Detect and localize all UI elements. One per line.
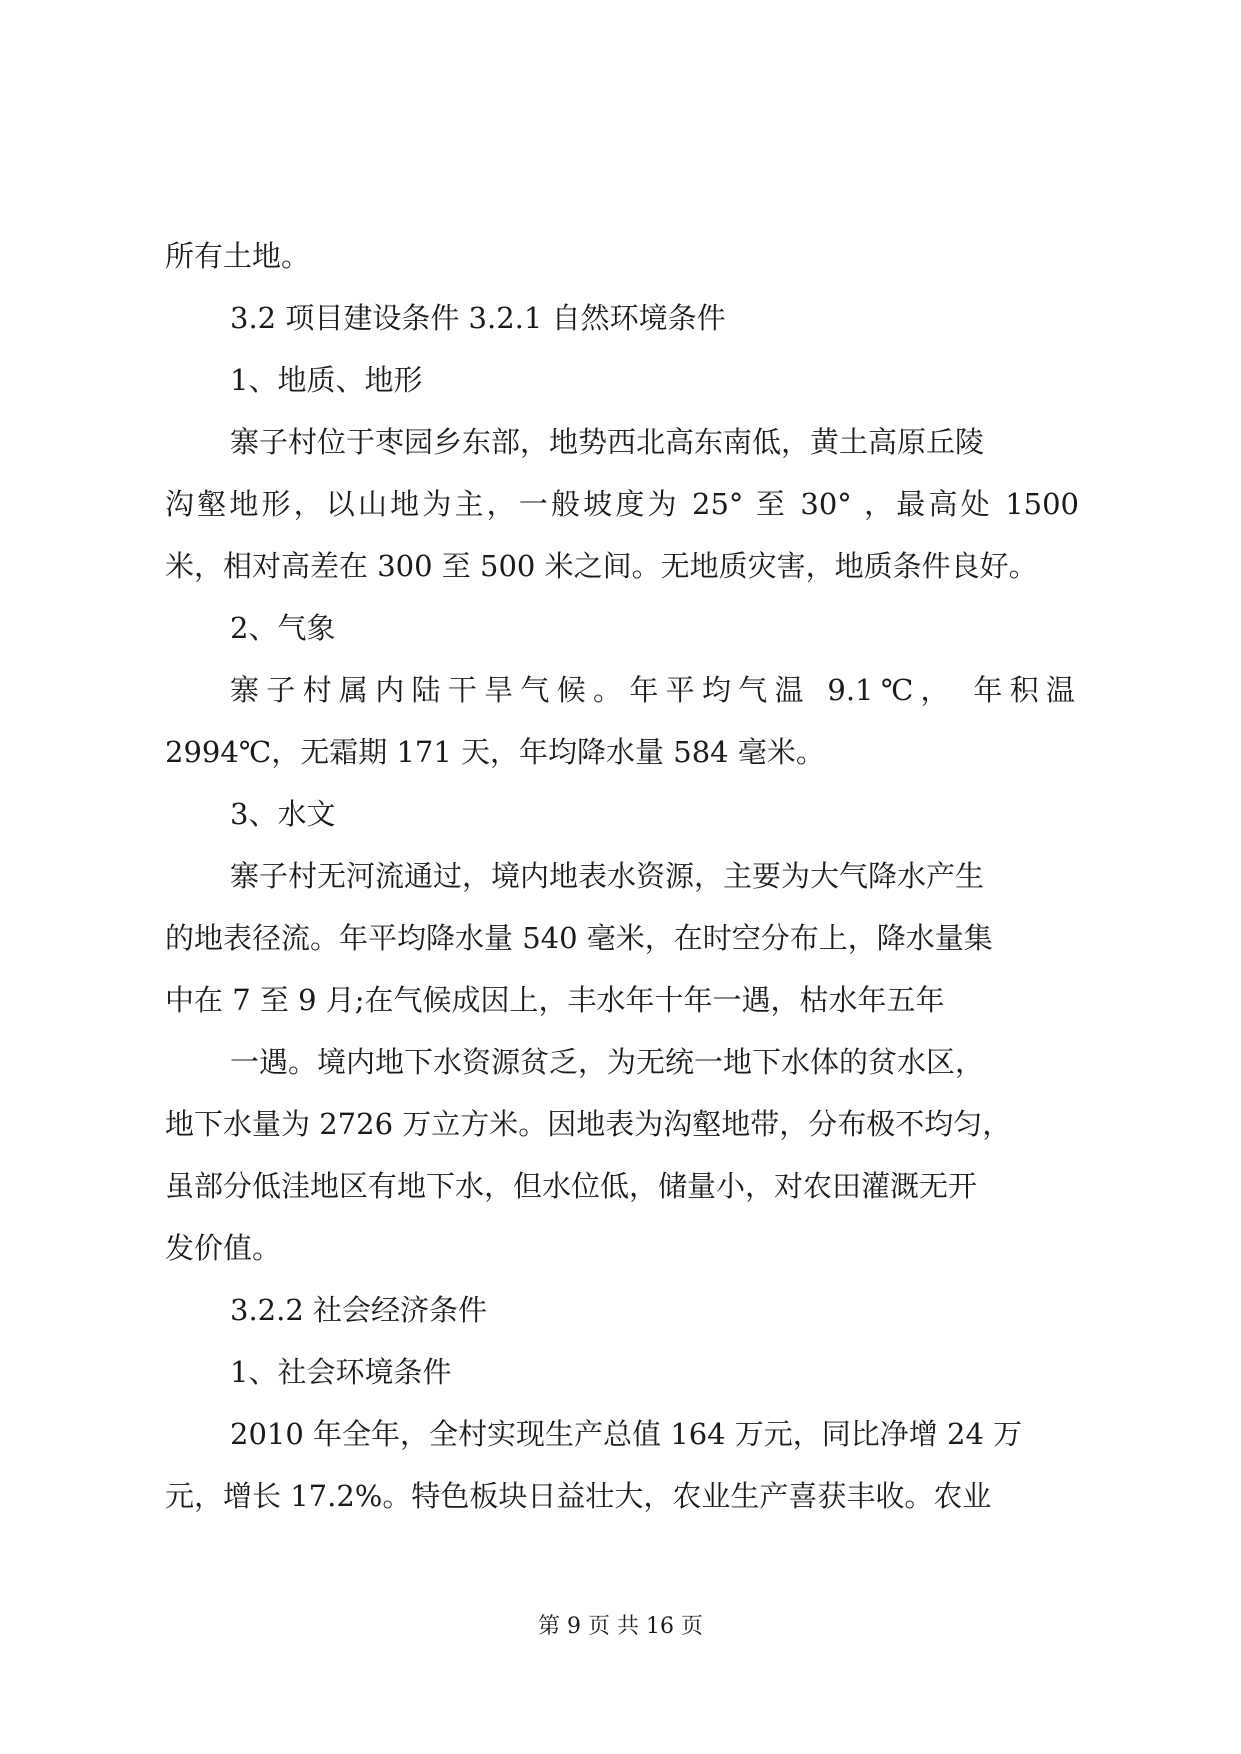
text-line: 寨子村位于枣园乡东部，地势西北高东南低，黄土高原丘陵	[230, 425, 985, 459]
text-line: 米，相对高差在 300 至 500 米之间。无地质灾害，地质条件良好。	[165, 549, 1038, 583]
text-line: 中在 7 至 9 月;在气候成因上，丰水年十年一遇，枯水年五年	[165, 983, 945, 1017]
subsection-heading: 3、水文	[230, 797, 336, 831]
subsection-heading: 1、社会环境条件	[230, 1355, 452, 1389]
text-line: 的地表径流。年平均降水量 540 毫米，在时空分布上，降水量集	[165, 921, 993, 955]
text-line: 所有土地。	[165, 239, 311, 273]
text-line: 2994℃，无霜期 171 天，年均降水量 584 毫米。	[165, 735, 825, 769]
text-line: 元，增长 17.2%。特色板块日益壮大，农业生产喜获丰收。农业	[165, 1479, 992, 1513]
text-line: 一遇。境内地下水资源贫乏，为无统一地下水体的贫水区，	[230, 1045, 985, 1079]
text-line: 寨子村属内陆干旱气候。年平均气温 9.1℃， 年积温	[230, 673, 1075, 707]
text-line: 虽部分低洼地区有地下水，但水位低，储量小，对农田灌溉无开	[165, 1169, 978, 1203]
text-line: 沟壑地形，以山地为主，一般坡度为 25° 至 30° ，最高处 1500	[165, 487, 1079, 521]
text-line: 发价值。	[165, 1231, 282, 1265]
text-line: 2010 年全年，全村实现生产总值 164 万元，同比净增 24 万	[230, 1417, 1023, 1451]
text-line: 地下水量为 2726 万立方米。因地表为沟壑地带，分布极不均匀，	[165, 1107, 1012, 1141]
text-line: 寨子村无河流通过，境内地表水资源，主要为大气降水产生	[230, 859, 985, 893]
section-heading: 3.2.2 社会经济条件	[230, 1293, 488, 1327]
page-number-footer: 第 9 页 共 16 页	[538, 1614, 703, 1639]
section-heading: 3.2 项目建设条件 3.2.1 自然环境条件	[230, 301, 726, 335]
subsection-heading: 1、地质、地形	[230, 363, 423, 397]
subsection-heading: 2、气象	[230, 611, 336, 645]
